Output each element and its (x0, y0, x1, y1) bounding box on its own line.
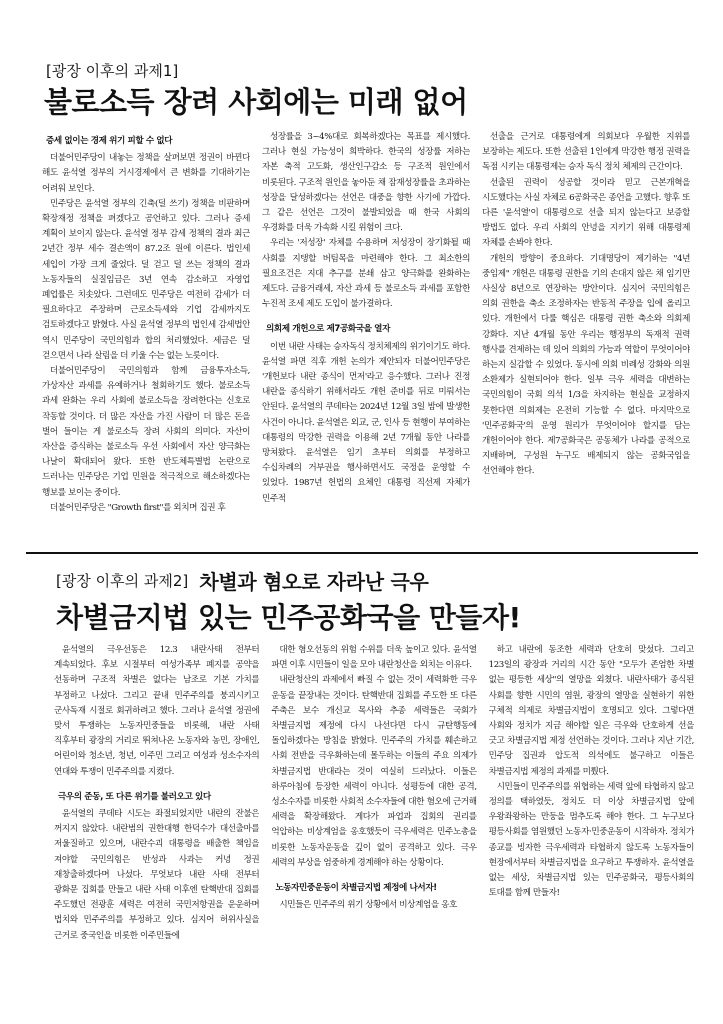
body-paragraph: 더불어민주당이 내놓는 정책을 살펴보면 정권이 바뀐다 해도 윤석열 정부의 거시경제에서 큰 변화를 기대하기는 어려워 보인다. (42, 153, 250, 194)
body-paragraph: 내란청산의 과제에서 빠질 수 없는 것이 세력화한 극우 운동을 끝장내는 것이다. 탄핵반대 집회를 주도한 또 다른 주축은 보수 개신교 목사와 추종 세력들은 국회가 차별금지법 제정에 다시 나선다면 다시 규탄행동에 돌입하겠다는 방침을 밝혔다. 민주주의 가치를 훼손하고 사회 전반을 극우화하는데 몰두하는 이들의 주요 의제가 차별금지법 반대라는 것이 여실히 드러났다. 이들은 하루아침에 등장한 세력이 아니다. 성평등에 대한 공격, 성소수자를 비롯한 사회적 소수자들에 대한 혐오에 근거해 세력을 확장해왔다. 게다가 파업과 집회의 권리를 억압하는 비상계엄을 옹호했듯이 극우세력은 민주노총을 비롯한 노동자운동을 깊이 없이 공격하고 있다. 극우 세력의 부상을 엄중하게 경계해야 하는 상황이다. (271, 675, 477, 868)
body-paragraph: 하고 내란에 동조한 세력과 단호히 맞섰다. 그리고 123일의 광장과 거리의 시간 동안 "모두가 존엄한 차별 없는 평등한 세상"의 열망을 외쳤다. 내란사태가 종식된 사회를 향한 시민의 염원, 광장의 열망을 실현하기 위한 구체적 의제로 차별금지법이 호명되고 있다. 그렇다면 사회와 정치가 지금 해야할 일은 극우와 단호하게 선을 긋고 차별금지법 제정 선언하는 것이다. 그러나 지난 기간, 민주당 집권과 압도적 의석에도 불구하고 이들은 차별금지법 제정의 과제를 미뤘다. (488, 645, 694, 777)
article1-column (262, 130, 470, 555)
body-paragraph: 더불어민주당은 "Growth first"를 외치며 집권 후 (50, 502, 226, 513)
article1-column (482, 130, 690, 555)
section-subheading: 극우의 준동, 또 다른 위기를 불러오고 있다 (58, 791, 211, 802)
body-paragraph: 윤석열의 극우선동은 12.3 내란사태 전부터 계속되었다. 후보 시절부터 여성가족부 폐지를 공약을 선동하며 구조적 차별은 없다는 남조로 기본 가치를 부정하고 나섰다. 그리고 끝내 민주주의를 붕괴시키고 군사독재 시절로 회귀하려고 했다. 그러나 윤석열 정권에 맞서 투쟁하는 노동자민중들을 비롯해, 내란 사태 직후부터 광장의 거리로 뛰쳐나온 노동자와 농민, 장애인, 어린이와 청소년, 청년, 이주민 그리고 여성과 성소수자의 연대와 투쟁이 민주주의를 지켰다. (54, 645, 260, 777)
body-paragraph: 이번 내란 사태는 승자독식 정치체제의 위기이기도 하다. 윤석열 파면 직후 개헌 논의가 제안되자 더불어민주당은 '개헌보다 내란 종식이 먼저'라고 응수했다. 그러나 진정 내란을 종식하기 위해서라도 개헌 준비를 뒤로 미뤄서는 안된다. 윤석열의 쿠데타는 2024년 12월 3일 밤에 발생한 사건이 아니다. 윤석열은 외교, 군, 인사 등 현행이 부여하는 대통령의 막강한 권력을 이용해 2년 7개월 동안 나라를 망쳐왔다. 윤석열은 임기 초부터 의회를 부정하고 수십차례의 거부권을 행사하면서도 국정을 운영할 수 있었다. 1987년 헌법의 요체인 대통령 직선제 자체가 민주적 (262, 341, 470, 504)
article1-body (42, 130, 690, 555)
article2-title-line1: 차별과 혐오로 자라난 극우 (199, 570, 429, 594)
body-paragraph: 민주당은 윤석열 정부의 긴축(덜 쓰기) 정책을 비판하며 확장재정 정책을 펴겠다고 공언하고 있다. 그러나 증세 계획이 보이지 않는다. 윤석열 정부 감세 정책의 결과 최근 2년간 정부 세수 결손액이 87.2조 원에 이른다. 법인세 세입이 가장 크게 줄었다. 덜 걷고 덜 쓰는 정책의 결과 노동자들의 실질임금은 3년 연속 감소하고 자영업 폐업률은 치솟았다. 그런데도 민주당은 여전히 감세가 더 필요하다고 주장하며 근로소득세와 기업 감세까지도 검토하겠다고 밝혔다. 사실 윤석열 정부의 법인세 감세법안 역시 민주당이 국민의힘과 합의 처리했었다. 세금은 덜 걷으면서 나라 살림을 더 키울 수는 없는 노릇이다. (42, 198, 250, 361)
body-paragraph: 선출을 근거로 대통령에게 의회보다 우월한 지위를 보장하는 제도다. 또한 선출된 1인에게 막강한 행정 권력을 독점 시키는 대통령제는 승자 독식 정치 체제의 근간이다. (482, 132, 690, 173)
article1-title: 불로소득 장려 사회에는 미래 없어 (44, 85, 468, 119)
body-paragraph: 대한 혐오선동의 위험 수위를 더욱 높이고 있다. 윤석열 파면 이후 시민들이 일을 모아 내란청산을 외치는 이유다. (271, 645, 477, 671)
body-paragraph: 우리는 '저성장' 자체를 수용하며 저성장이 장기화될 때 사회를 지탱할 버팀목을 마련해야 한다. 그 최소한의 필요조건은 지대 추구를 분쇄 삼고 양극화를 완화하는 제도다. 금융거래세, 자산 과세 등 불로소득 과세를 포함한 누진적 조세 제도 도입이 불가결하다. (262, 238, 470, 310)
body-paragraph: 성장률을 3~4%대로 회복하겠다는 목표를 제시했다. 그러나 현실 가능성이 희박하다. 한국의 성장률 저하는 자본 축적 고도화, 생산인구감소 등 구조적 원인에서 비롯된다. 구조적 원인을 놓아둔 채 잠재성장률을 초과하는 성장을 달성하겠다는 선언은 대중을 향한 사기에 가깝다. 그 같은 선언은 그것이 불발되었을 때 한국 사회의 우경화를 더욱 가속화 시킬 위험이 크다. (262, 132, 470, 234)
section-subheading: 노동자민중운동이 차별금지법 제정에 나서자! (275, 883, 437, 894)
article2-header (56, 566, 429, 595)
article2-column (489, 643, 694, 1013)
body-paragraph: 시민들은 민주주의 위기 상황에서 비상계엄을 옹호 (279, 900, 457, 911)
body-paragraph: 윤석열의 쿠데타 시도는 좌절되었지만 내란의 잔불은 꺼지지 않았다. 내란범의 권한대행 한덕수가 대선출마를 저울질하고 있으며, 내란수괴 대통령을 배출한 책임을 져야할 국민의힘은 반성과 사과는 커녕 정권 재창출하겠다며 나섰다. 무엇보다 내란 사태 전부터 광화문 집회를 만들고 내란 사태 이후엔 탄핵반대 집회를 주도했던 전광훈 세력은 여전히 국민저항권을 운운하며 법치와 민주주의를 부정하고 있다. 심지어 허위사실을 근거로 중국인을 비롯한 이주민들에 (54, 809, 260, 941)
section-subheading: 증세 없이는 경제 위기 피할 수 없다 (46, 136, 173, 146)
body-paragraph: 선출된 권력이 성공할 것이라 믿고 근본개혁을 시도했다는 사실 자체로 6공화국은 종언을 고했다. 향후 또 다른 '윤석열'이 대통령으로 선출 되지 않는다고 보증할 방법도 없다. 우리 사회의 안녕을 지키기 위해 대통령제 자체를 손봐야 한다. (482, 177, 690, 249)
body-paragraph: 더불어민주당이 국민의힘과 함께 금융투자소득, 가상자산 과세를 유예하거나 철회하기도 했다. 불로소득 과세 완화는 우리 사회에 불로소득을 장려한다는 신호로 작동할 것이다. 더 많은 자산을 가진 사람이 더 많은 돈을 벌어 들이는 게 불로소득 장려 사회의 의미다. 자산이 자산을 증식하는 불로소득 우선 사회에서 자산 양극화는 나날이 확대되어 왔다. 또한 반도체특별법 논란으로 드러나는 민주당은 기업 민원을 적극적으로 해소하겠다는 행보를 보이는 중이다. (42, 366, 250, 498)
section-subheading: 의회제 개헌으로 제7공화국을 열자 (266, 324, 390, 335)
article2-body (54, 643, 694, 1013)
body-paragraph: 시민들이 민주주의를 위협하는 세력 앞에 타협하지 않고 정의를 택하였듯, 정치도 더 이상 차별금지법 앞에 우왕좌왕하는 만둥을 멈추도록 해야 한다. 그 누구보다 평등사회를 염원했던 노동자·민중운동이 시작하자. 정치가 종교를 빙자한 극우세력과 타협하지 않도록 노동자들이 현장에서부터 차별금지법을 요구하고 투쟁하자. 윤석열을 없는 세상, 차별금지법 있는 민주공화국, 평등사회의 토대를 함께 만들자! (488, 781, 694, 899)
section-divider (26, 552, 698, 554)
article1-kicker: [광장 이후의 과제1] (46, 62, 179, 80)
article2-column (54, 643, 259, 1013)
article1-column (42, 130, 250, 555)
body-paragraph: 개헌의 방향이 중요하다. 기대명당이 제기하는 "4년 중임제" 개헌은 대통령 권한을 기의 손대지 않은 채 임기만 사실상 8년으로 연장하는 방안이다. 심지어 국민의힘은 의회 권한을 축소 조정하자는 반동적 주장을 입에 올리고 있다. 개헌에서 다룰 핵심은 대통령 권한 축소와 의회제 강화다. 지난 4개월 동안 우리는 행정부의 독재적 권력 행사를 견제하는 데 있어 의회의 가능과 역할이 무엇이어야 하는지 실감할 수 있었다. 동시에 의회 비례성 강화와 의원 소환제가 실현되어야 한다. 일부 극우 세력을 대변하는 국민의힘이 국회 의석 1/3을 차지하는 현실을 교정하지 못한다면 의회제는 온전히 기능할 수 없다. 마지막으로 '민주공화국'의 운영 원리가 무엇이어야 할지를 담는 개헌이어야 한다. 제7공화국은 공동체가 나라를 공적으로 지배하며, 구성원 누구도 배제되지 않는 공화국임을 선언해야 한다. (482, 253, 690, 477)
article2-column (271, 643, 476, 1013)
article2-kicker: [광장 이후의 과제2] (56, 572, 189, 590)
article2-title-line2: 차별금지법 있는 민주공화국을 만들자! (56, 601, 521, 634)
